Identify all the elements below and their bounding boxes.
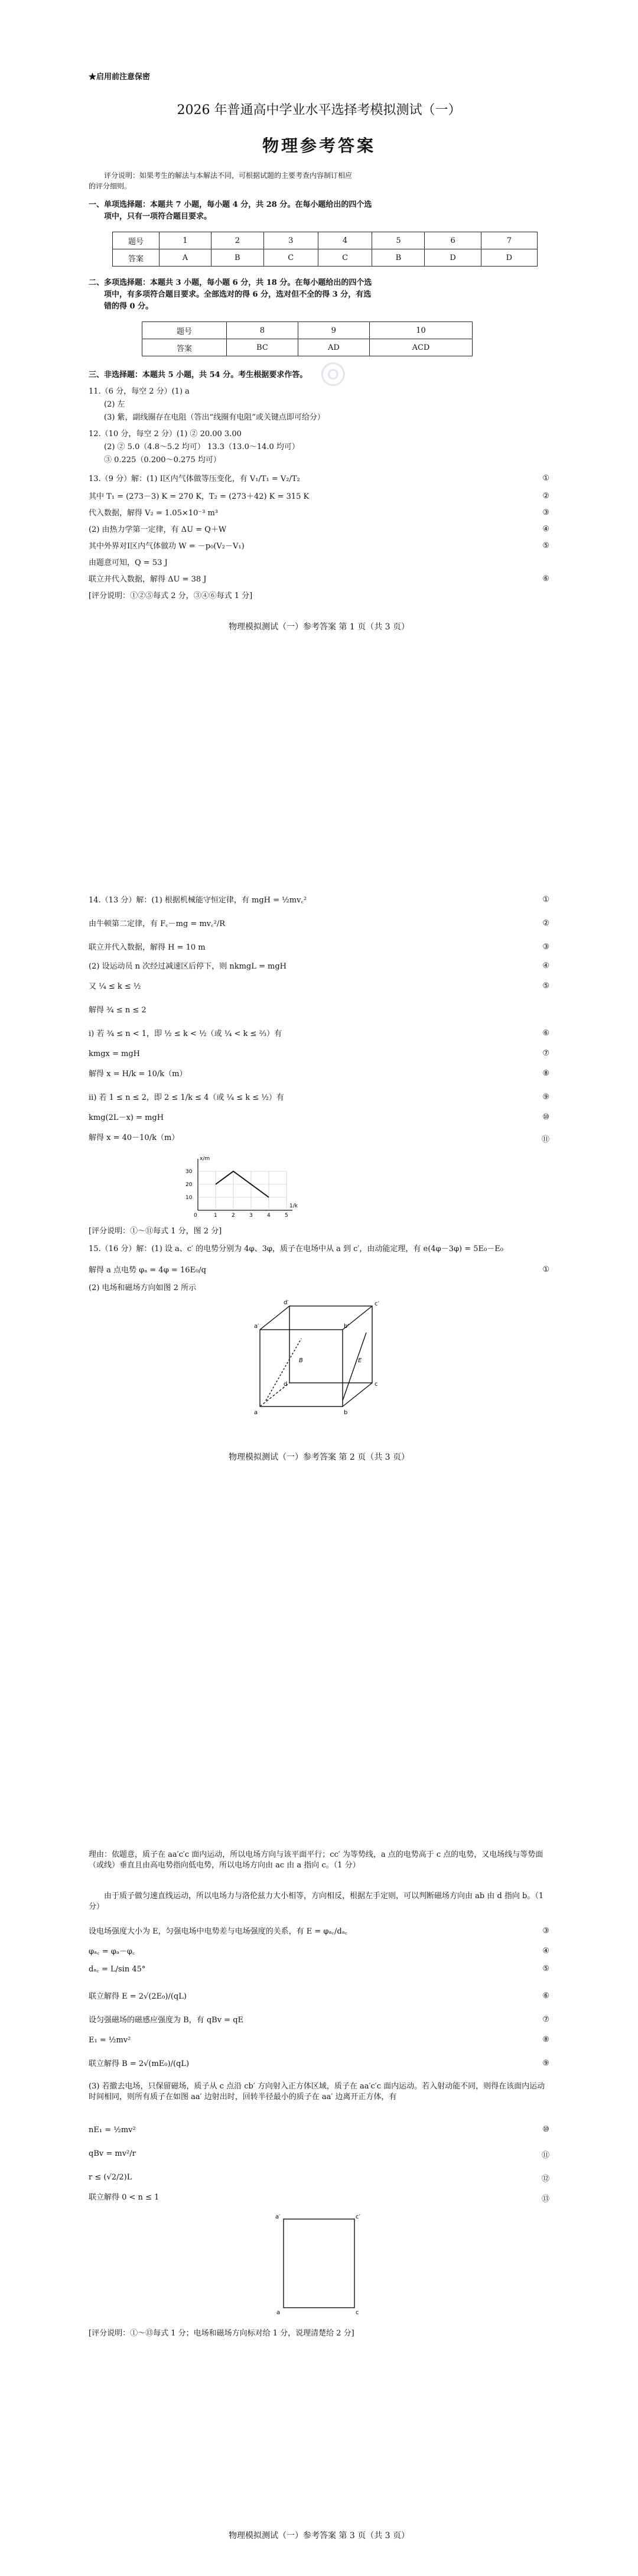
table-cell: 6	[425, 232, 481, 249]
q15-part3: (3) 若撤去电场，只保留磁场，质子从 c 点沿 cb′ 方向射入正方体区域，质子在 aa′c′c 面内运动。若入射动能不同，则得在该面内运动时间相同，则所有质子在如图 aa′ 边射出时，回转半径最小的质子在 aa′ 边离开正方体，有	[89, 2082, 545, 2101]
equation-mark: ②	[542, 492, 549, 501]
x-tick: 4	[267, 1213, 271, 1219]
table-cell: C	[318, 249, 372, 267]
x-tick: 1	[214, 1213, 217, 1219]
single-choice-answer-table	[112, 232, 538, 267]
x-vs-inverse-k-graph	[183, 1154, 301, 1219]
section-1-heading-cont: 项中，只有一项符合题目要求。	[104, 212, 212, 221]
cube-label: a	[254, 1409, 258, 1415]
q15-line: 解得 a 点电势 φₐ = 4φ = 16E₀/q	[89, 1266, 206, 1275]
table-cell: 答案	[142, 339, 227, 356]
table-cell: B	[211, 249, 263, 267]
cube-label: c	[375, 1381, 378, 1388]
section-2-heading: 二、多项选择题：本题共 3 小题，每小题 6 分，共 18 分。在每小题给出的四个选	[89, 278, 372, 287]
table-cell: AD	[298, 339, 369, 356]
confidential-notice: ★启用前注意保密	[89, 73, 151, 82]
cube-label: d	[284, 1381, 288, 1388]
q15-line: r ≤ (√2/2)L	[89, 2173, 132, 2182]
table-cell: 题号	[142, 322, 227, 339]
equation-mark: ①	[542, 895, 549, 904]
y-tick: 10	[185, 1195, 193, 1201]
equation-mark: ⑧	[542, 1069, 549, 1078]
answer-page-3	[0, 1720, 638, 2576]
cube-label: d′	[284, 1300, 289, 1306]
q13-line: 13.（9 分）解：(1) Ⅰ区内气体做等压变化，有 V₁/T₁ = V₂/T₂	[89, 475, 300, 483]
page-footer: 物理模拟测试（一）参考答案 第 2 页（共 3 页）	[228, 1453, 410, 1462]
equation-mark: ①	[542, 1265, 549, 1274]
section-2-heading-cont: 项中，有多项符合题目要求。全部选对的得 6 分，选对但不全的得 3 分，有选	[104, 290, 372, 299]
equation-mark: ④	[542, 1947, 549, 1955]
table-cell: A	[160, 249, 211, 267]
q14-line: 解得 ¾ ≤ n ≤ 2	[89, 1006, 147, 1015]
q13-line: 其中 T₁ = (273－3) K = 270 K，T₂ = (273＋42) K = 315 K	[89, 492, 310, 501]
fig-label: a′	[275, 2214, 281, 2220]
scoring-note-cont: 的评分细则。	[89, 182, 132, 190]
q13-line: 其中外界对Ⅰ区内气体做功 W = －p₀(V₂－V₁)	[89, 542, 245, 551]
cube-front-face	[260, 1330, 343, 1406]
section-1-heading: 一、单项选择题：本题共 7 小题，每小题 4 分，共 28 分。在每小题给出的四个选	[89, 200, 372, 209]
fig-label: a	[276, 2309, 281, 2316]
q13-line: (2) 由热力学第一定律，有 ΔU = Q＋W	[89, 525, 227, 534]
cube-back-face	[289, 1306, 372, 1383]
equation-mark: ⑦	[542, 1049, 549, 1058]
table-cell: C	[263, 249, 318, 267]
equation-mark: ⑩	[542, 1113, 549, 1122]
q15-line: φₐ꜀ = φₐ－φ꜀	[89, 1947, 135, 1956]
equation-mark: ④	[542, 525, 549, 534]
x-tick: 0	[194, 1213, 197, 1219]
section-3-heading: 三、非选择题：本题共 5 小题，共 54 分。考生根据要求作答。	[89, 371, 308, 379]
equation-mark: ⑤	[542, 541, 549, 550]
q13-line: 联立并代入数据，解得 ΔU = 38 J	[89, 575, 207, 584]
q13-line: 代入数据，解得 V₂ = 1.05×10⁻³ m³	[89, 509, 219, 518]
equation-mark: ⑪	[541, 2151, 549, 2160]
equation-mark: ②	[542, 919, 549, 928]
q12-line: ③ 0.225（0.200～0.275 均可）	[104, 456, 221, 464]
q13-line: 由题意可知，Q = 53 J	[89, 558, 168, 567]
x-tick: 3	[249, 1213, 253, 1219]
q15-line: E₁ = ½mv²	[89, 2036, 131, 2045]
fig-label: c′	[356, 2214, 360, 2220]
table-cell: 3	[263, 232, 318, 249]
table-cell: 7	[481, 232, 537, 249]
table-cell: 9	[298, 322, 369, 339]
q15-line: (2) 电场和磁场方向如图 2 所示	[89, 1284, 197, 1292]
answer-page-1	[0, 0, 638, 860]
table-cell: 8	[227, 322, 298, 339]
q14-line: 又 ¼ ≤ k ≤ ½	[89, 982, 141, 991]
q12-line: 12.（10 分，每空 2 分）(1) ② 20.00 3.00	[89, 430, 242, 438]
q11-line: 11.（6 分，每空 2 分）(1) a	[89, 387, 190, 396]
table-cell: B	[372, 249, 425, 267]
table-row	[142, 339, 473, 356]
cube-label: b′	[344, 1323, 349, 1330]
q14-scoring-note: [评分说明：①～⑪每式 1 分，图 2 分]	[89, 1227, 222, 1236]
q14-line: i) 若 ¾ ≤ n < 1，即 ½ ≤ k < ½（或 ¼ < k ≤ ⅔）有	[89, 1029, 282, 1038]
q15-reasoning: 由于质子做匀速直线运动，所以电场力与洛伦兹力大小相等，方向相反，根据左手定则，可以判断磁场方向由 ab 由 d 指向 b。（1 分）	[89, 1892, 544, 1911]
cube-label: a′	[254, 1323, 259, 1330]
q14-line: 由牛顿第二定律，有 F꜀－mg = mv꜀²/R	[89, 920, 226, 928]
equation-mark: ⑨	[542, 1093, 549, 1102]
equation-mark: ⑧	[542, 2035, 549, 2044]
trajectory-diagram	[266, 2210, 372, 2317]
q15-line: 联立解得 E = 2√(2E₀)/(qL)	[89, 1992, 187, 2001]
q14-line: 解得 x = 40－10/k（m）	[89, 1133, 180, 1142]
x-tick: 5	[285, 1213, 288, 1219]
y-tick: 20	[185, 1182, 193, 1188]
q14-line: 解得 x = H/k = 10/k（m）	[89, 1070, 187, 1079]
table-cell: D	[425, 249, 481, 267]
multi-choice-answer-table	[142, 321, 473, 356]
q14-line: kmg(2L－x) = mgH	[89, 1113, 164, 1122]
q15-line: 联立解得 0 < n ≤ 1	[89, 2193, 160, 2202]
table-cell: 5	[372, 232, 425, 249]
equation-mark: ⑥	[542, 574, 549, 583]
equation-mark: ⑨	[542, 2059, 549, 2068]
cube-label: E	[358, 1357, 362, 1364]
q15-line: 设匀强磁场的磁感应强度为 B，有 qBv = qE	[89, 2016, 244, 2025]
equation-mark: ⑤	[542, 982, 549, 990]
equation-mark: ⑤	[542, 1964, 549, 1973]
q14-line: (2) 设运动员 n 次经过减速区后停下，则 nkmgL = mgH	[89, 962, 287, 971]
q15-line: dₐ꜀ = L/sin 45°	[89, 1965, 146, 1974]
fig-label: c	[356, 2309, 359, 2316]
exam-title: 2026 年普通高中学业水平选择考模拟测试（一）	[177, 103, 461, 118]
q11-line: (3) 紫，副线圈存在电阻（答出“线圈有电阻”或关键点即可给分）	[104, 413, 325, 422]
q15-reasoning: 理由：依题意，质子在 aa′c′c 面内运动，所以电场方向与该平面平行；cc′ 为等势线，a 点的电势高于 c 点的电势，又电场线与等势面（或线）垂直且由高电势指向低电势，所以电场方向由 ac 由 a 指向 c。（1 分）	[89, 1850, 543, 1870]
table-row	[113, 232, 538, 249]
equation-mark: ⑬	[541, 2195, 549, 2204]
table-row	[113, 249, 538, 267]
table-cell: 2	[211, 232, 263, 249]
watermark: ◎	[314, 351, 351, 394]
q15-line: 15.（16 分）解：(1) 设 a、c′ 的电势分别为 4φ、3φ，质子在电场中从 a 到 c′，由动能定理，有 e(4φ－3φ) = 5E₀－E₀	[89, 1245, 503, 1253]
table-cell: 题号	[113, 232, 160, 249]
section-2-heading-cont2: 错的得 0 分。	[104, 302, 154, 311]
cube-label: B	[299, 1357, 303, 1364]
table-cell: 答案	[113, 249, 160, 267]
answer-page-2	[0, 860, 638, 1720]
page-footer: 物理模拟测试（一）参考答案 第 3 页（共 3 页）	[228, 2531, 410, 2541]
q14-line: 联立并代入数据，解得 H = 10 m	[89, 943, 206, 952]
cube-field-diagram	[242, 1297, 396, 1415]
table-cell: ACD	[369, 339, 472, 356]
q11-line: (2) 左	[104, 400, 125, 409]
table-cell: BC	[227, 339, 298, 356]
table-cell: 10	[369, 322, 472, 339]
equation-mark: ③	[542, 943, 549, 951]
cube-label: b	[344, 1409, 348, 1415]
q15-line: 设电场强度大小为 E，匀强电场中电势差与电场强度的关系，有 E = φₐ꜀/dₐ꜀	[89, 1927, 348, 1936]
q12-line: (2) ② 5.0（4.8～5.2 均可） 13.3（13.0～14.0 均可）	[104, 443, 300, 451]
field-line	[266, 1339, 301, 1401]
page-footer: 物理模拟测试（一）参考答案 第 1 页（共 3 页）	[228, 622, 410, 632]
table-cell: 1	[160, 232, 211, 249]
x-axis-label: 1/k	[289, 1203, 298, 1209]
q13-scoring-note: [评分说明：①②⑤每式 2 分，③④⑥每式 1 分]	[89, 592, 253, 600]
x-tick: 2	[232, 1213, 235, 1219]
equation-mark: ⑪	[541, 1135, 549, 1144]
q14-line: ii) 若 1 ≤ n ≤ 2，即 2 ≤ 1/k ≤ 4（或 ¼ ≤ k ≤ ½）有	[89, 1093, 284, 1102]
equation-mark: ①	[542, 474, 549, 483]
answer-title: 物理参考答案	[262, 136, 376, 155]
equation-mark: ③	[542, 1927, 549, 1935]
equation-mark: ⑥	[542, 1992, 549, 2000]
q14-line: 14.（13 分）解：(1) 根据机械能守恒定律，有 mgH = ½mv꜀²	[89, 896, 307, 905]
equation-mark: ④	[542, 961, 549, 970]
equation-mark: ③	[542, 508, 549, 517]
equation-mark: ⑩	[542, 2125, 549, 2134]
y-axis-label: x/m	[200, 1156, 210, 1162]
equation-mark: ⑥	[542, 1029, 549, 1038]
scoring-note: 评分说明：如果考生的解法与本解法不同，可根据试题的主要考查内容制订相应	[104, 171, 353, 180]
q15-line: qBv = mv²/r	[89, 2149, 136, 2158]
equation-mark: ⑫	[541, 2175, 549, 2184]
y-tick: 30	[185, 1169, 193, 1175]
table-cell: 4	[318, 232, 372, 249]
q15-scoring-note: [评分说明：①～⑬每式 1 分；电场和磁场方向标对给 1 分，说理清楚给 2 分]	[89, 2329, 354, 2338]
table-cell: D	[481, 249, 537, 267]
q15-line: nE₁ = ½mv²	[89, 2126, 136, 2135]
q15-line: 联立解得 B = 2√(mE₀)/(qL)	[89, 2059, 190, 2068]
face-outline	[284, 2219, 354, 2308]
table-row	[142, 322, 473, 339]
q14-line: kmgx = mgH	[89, 1050, 141, 1058]
cube-label: c′	[375, 1301, 379, 1307]
equation-mark: ⑦	[542, 2015, 549, 2024]
